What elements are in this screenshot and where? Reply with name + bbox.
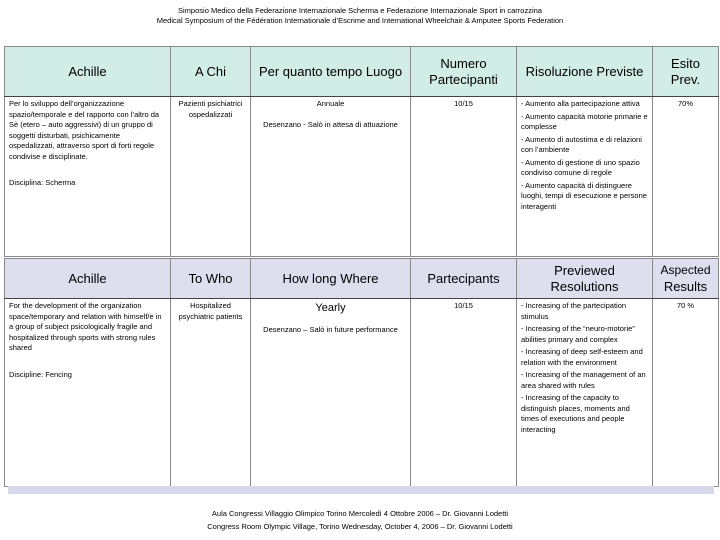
header-a-chi: A Chi <box>171 47 251 97</box>
italian-time-place-cell <box>251 97 411 257</box>
header-aspected: Aspected <box>660 262 711 277</box>
header-achille-en: Achille <box>5 259 171 299</box>
italian-target-cell: Pazienti psichiatrici ospedalizzati <box>171 97 251 257</box>
italian-resolution-item: - Aumento di autostima e di relazioni con l’ambiente <box>521 134 642 154</box>
english-participants-cell: 10/15 <box>411 299 517 487</box>
english-table <box>4 258 719 487</box>
header-line-italian: Simposio Medico della Federazione Internazionale Scherma e Federazione Internazionale Sport in carrozzina <box>178 6 542 15</box>
italian-table <box>4 46 719 257</box>
english-resolution-item: - Increasing of deep self-esteem and relation with the environment <box>521 347 643 367</box>
italian-objective-text: Per lo sviluppo dell’organizzazione spazio/temporale e del rapporto con l’altro da Sè (etero – auto aggressivi) di un gruppo di soggetti disturbati, psichicamente ospedalizzati, attraverso sport di forti regole condivise e disciplinate. <box>9 99 160 161</box>
footer-line-italian: Aula Congressi Villaggio Olimpico Torino Mercoledì 4 Ottobre 2006 – Dr. Giovanni Lodetti <box>211 509 509 518</box>
header-previewed-resolutions: Previewed Resolutions <box>517 259 653 299</box>
header-partecipants: Partecipants <box>411 259 517 299</box>
header-line-english: Medical Symposium of the Fédération Internationale d’Escrime and International Wheelchair & Amputee Sports Federation <box>156 16 564 25</box>
english-resolution-item: - Increasing of the management of an area shared with rules <box>521 370 646 390</box>
italian-place: Desenzano - Salò in attesa di attuazione <box>263 119 398 129</box>
english-resolution-item: - Increasing of the “neuro-motorie” abilities primary and complex <box>521 324 635 344</box>
header-how-long-where: How long Where <box>251 259 411 299</box>
italian-discipline: Disciplina: Scherma <box>9 178 76 187</box>
italian-resolution-item: - Aumento di gestione di uno spazio condiviso comune di regole <box>521 157 640 177</box>
italian-time: Annuale <box>316 99 345 108</box>
italian-participants-cell: 10/15 <box>411 97 517 257</box>
english-body-row <box>5 299 719 487</box>
english-discipline: Discipline: Fencing <box>9 369 72 379</box>
header-achille: Achille <box>5 47 171 97</box>
header-per-quanto-tempo: Per quanto tempo Luogo <box>251 47 411 97</box>
footer-band <box>8 486 714 494</box>
header-results: Results <box>663 278 708 294</box>
english-time-place-cell <box>251 299 411 487</box>
header-to-who: To Who <box>171 259 251 299</box>
english-resolution-item: - Increasing of the partecipation stimulus <box>521 301 627 321</box>
english-header-row <box>5 259 719 299</box>
italian-resolutions-cell <box>517 97 653 257</box>
header-esito-prev: Esito Prev. <box>653 47 719 97</box>
italian-header-row <box>5 47 719 97</box>
english-time: Yearly <box>315 302 346 314</box>
header-aspected-results <box>653 259 719 299</box>
english-place: Desenzano – Salò in future performance <box>263 325 398 334</box>
header-numero-partecipanti: Numero Partecipanti <box>411 47 517 97</box>
english-target-cell: Hospitalized psychiatric patients <box>171 299 251 487</box>
english-outcome-cell: 70 % <box>653 299 719 487</box>
italian-objective-cell <box>5 97 171 257</box>
english-resolution-item: - Increasing of the capacity to distinguish places, moments and times of executions and people interacting <box>521 393 630 434</box>
header-risoluzione-previste: Risoluzione Previste <box>517 47 653 97</box>
italian-resolution-item: - Aumento alla partecipazione attiva <box>521 99 640 108</box>
english-objective-text: For the development of the organization space/temporary and relation with himself/e in a group of subject psicologically fragile and hospitalized through sports with strong rules shared <box>9 301 162 352</box>
italian-resolution-item: - Aumento capacità di distinguere luoghi, tempi di esecuzione e persone interagenti <box>521 180 647 211</box>
footer-line-english: Congress Room Olympic Village, Torino Wednesday, October 4, 2006 – Dr. Giovanni Lodetti <box>207 522 513 531</box>
english-objective-cell <box>5 299 171 487</box>
italian-body-row <box>5 97 719 257</box>
italian-resolution-item: - Aumento capacità motorie primarie e complesse <box>521 111 648 131</box>
italian-outcome-cell: 70% <box>653 97 719 257</box>
english-resolutions-cell <box>517 299 653 487</box>
